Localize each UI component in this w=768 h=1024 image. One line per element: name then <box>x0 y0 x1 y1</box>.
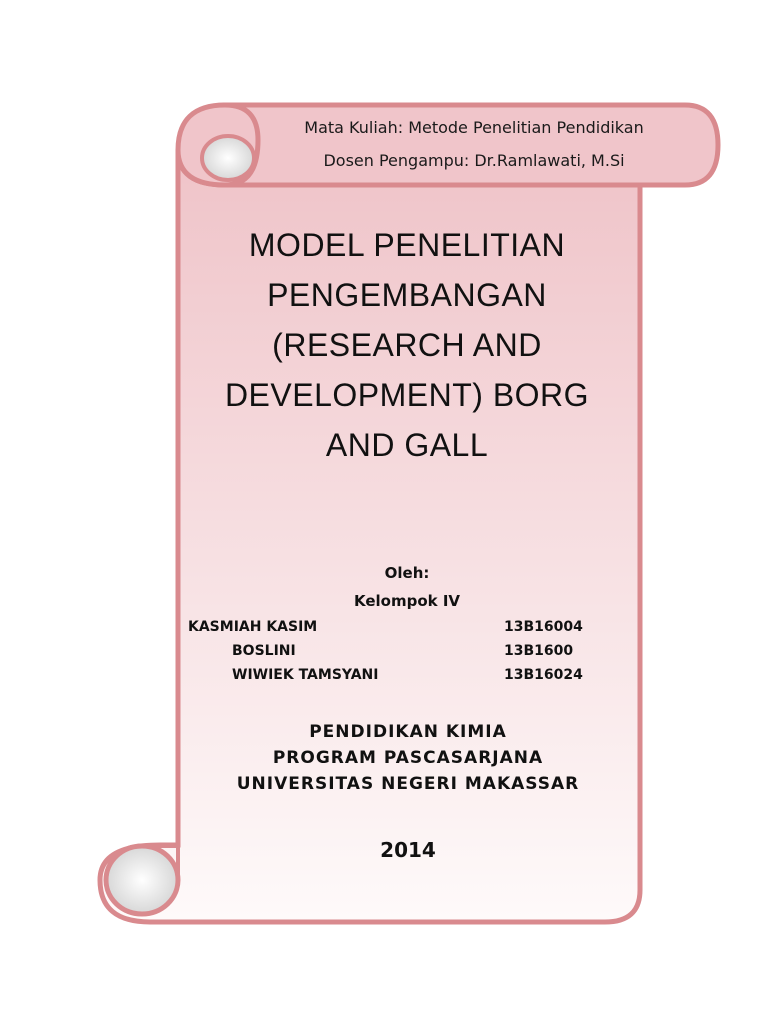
member-id: 13B1600 <box>504 643 574 659</box>
scroll-bottom-curl <box>106 846 178 914</box>
member-id: 13B16004 <box>504 619 583 635</box>
title-line: AND GALL <box>325 427 489 463</box>
scroll-top-band <box>225 105 718 185</box>
year: 2014 <box>380 838 436 862</box>
document-title <box>200 220 614 470</box>
department: PENDIDIKAN KIMIA <box>309 722 507 742</box>
member-name: KASMIAH KASIM <box>188 619 318 635</box>
member-name: WIWIEK TAMSYANI <box>232 667 379 683</box>
course-subject: Mata Kuliah: Metode Penelitian Pendidikan <box>304 118 644 137</box>
group-label: Kelompok IV <box>353 592 461 610</box>
title-line: PENGEMBANGAN <box>267 277 547 313</box>
member-name: BOSLINI <box>232 643 296 659</box>
title-line: (RESEARCH AND <box>272 327 542 363</box>
course-lecturer: Dosen Pengampu: Dr.Ramlawati, M.Si <box>323 151 625 170</box>
university: UNIVERSITAS NEGERI MAKASSAR <box>236 774 580 794</box>
title-line: DEVELOPMENT) BORG <box>224 377 590 413</box>
title-line: MODEL PENELITIAN <box>248 227 566 263</box>
program: PROGRAM PASCASARJANA <box>272 748 544 768</box>
by-label: Oleh: <box>384 564 430 582</box>
member-id: 13B16024 <box>504 667 583 683</box>
